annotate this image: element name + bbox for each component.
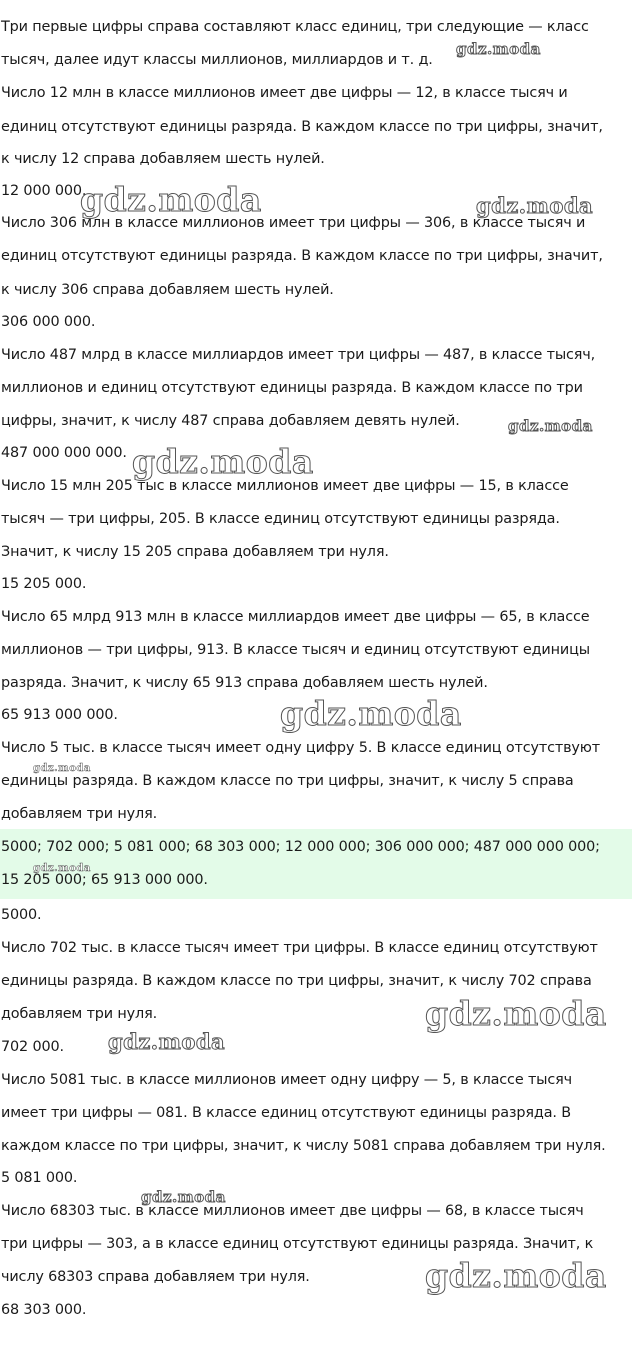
answer-line: 702 000. [1, 1039, 64, 1055]
text-line: добавляем три нуля. [1, 1006, 158, 1022]
text-line: добавляем три нуля. [1, 806, 158, 822]
text-line: тысяч — три цифры, 205. В классе единиц отсутствуют единицы разряда. [1, 511, 560, 527]
watermark: gdz.moda [108, 1029, 226, 1054]
watermark: gdz.moda [456, 40, 541, 58]
watermark: gdz.moda [476, 193, 594, 218]
text-line: Число 65 млрд 913 млн в классе миллиардов имеет две цифры — 65, в классе [1, 609, 590, 625]
text-line: Число 702 тыс. в классе тысяч имеет три цифры. В классе единиц отсутствуют [1, 940, 598, 956]
watermark: gdz.moda [508, 417, 593, 435]
watermark: gdz.moda [280, 694, 462, 733]
answer-line: 15 205 000. [1, 576, 87, 592]
text-line: Число 487 млрд в классе миллиардов имеет три цифры — 487, в классе тысяч, [1, 347, 596, 363]
text-line: Число 12 млн в классе миллионов имеет две цифры — 12, в классе тысяч и [1, 85, 568, 101]
text-line: Число 68303 тыс. в классе миллионов имеет две цифры — 68, в классе тысяч [1, 1203, 584, 1219]
watermark: gdz.moda [425, 1256, 607, 1295]
text-line: разряда. Значит, к числу 65 913 справа добавляем шесть нулей. [1, 675, 488, 691]
text-line: имеет три цифры — 081. В классе единиц отсутствуют единицы разряда. В [1, 1105, 571, 1121]
text-line: единиц отсутствуют единицы разряда. В каждом классе по три цифры, значит, [1, 248, 603, 264]
text-line: миллионов и единиц отсутствуют единицы разряда. В каждом классе по три [1, 380, 583, 396]
text-line: тысяч, далее идут классы миллионов, миллиардов и т. д. [1, 52, 433, 68]
final-answer-line: 15 205 000; 65 913 000 000. [1, 872, 208, 888]
watermark: gdz.moda [80, 180, 262, 219]
text-line: единиц отсутствуют единицы разряда. В каждом классе по три цифры, значит, [1, 119, 603, 135]
answer-line: 5 081 000. [1, 1170, 78, 1186]
text-line: каждом классе по три цифры, значит, к числу 5081 справа добавляем три нуля. [1, 1138, 606, 1154]
text-line: Число 15 млн 205 тыс в классе миллионов имеет две цифры — 15, в классе [1, 478, 569, 494]
text-line: Число 5081 тыс. в классе миллионов имеет одну цифру — 5, в классе тысяч [1, 1072, 573, 1088]
answer-line: 5000. [1, 907, 42, 923]
text-line: Значит, к числу 15 205 справа добавляем три нуля. [1, 544, 389, 560]
answer-line: 68 303 000. [1, 1302, 87, 1318]
answer-line: 65 913 000 000. [1, 707, 118, 723]
text-line: единицы разряда. В каждом классе по три цифры, значит, к числу 5 справа [1, 773, 574, 789]
watermark: gdz.moda [425, 994, 607, 1033]
answer-line: 487 000 000 000. [1, 445, 127, 461]
text-line: единицы разряда. В каждом классе по три цифры, значит, к числу 702 справа [1, 973, 592, 989]
final-answer-line: 5000; 702 000; 5 081 000; 68 303 000; 12 000 000; 306 000 000; 487 000 000 000; [1, 839, 600, 855]
text-line: миллионов — три цифры, 913. В классе тысяч и единиц отсутствуют единицы [1, 642, 590, 658]
text-line: числу 68303 справа добавляем три нуля. [1, 1269, 310, 1285]
text-line: Число 306 млн в классе миллионов имеет три цифры — 306, в классе тысяч и [1, 215, 586, 231]
watermark: gdz.moda [33, 763, 91, 774]
text-line: к числу 306 справа добавляем шесть нулей. [1, 282, 334, 298]
text-line: цифры, значит, к числу 487 справа добавляем девять нулей. [1, 413, 460, 429]
text-line: три цифры — 303, а в классе единиц отсутствуют единицы разряда. Значит, к [1, 1236, 594, 1252]
text-line: к числу 12 справа добавляем шесть нулей. [1, 151, 325, 167]
text-line: Три первые цифры справа составляют класс единиц, три следующие — класс [1, 19, 589, 35]
watermark: gdz.moda [141, 1188, 226, 1206]
watermark: gdz.moda [33, 863, 91, 874]
watermark: gdz.moda [132, 442, 314, 481]
answer-line: 306 000 000. [1, 314, 96, 330]
text-line: Число 5 тыс. в классе тысяч имеет одну цифру 5. В классе единиц отсутствуют [1, 740, 600, 756]
answer-line: 12 000 000. [1, 183, 87, 199]
